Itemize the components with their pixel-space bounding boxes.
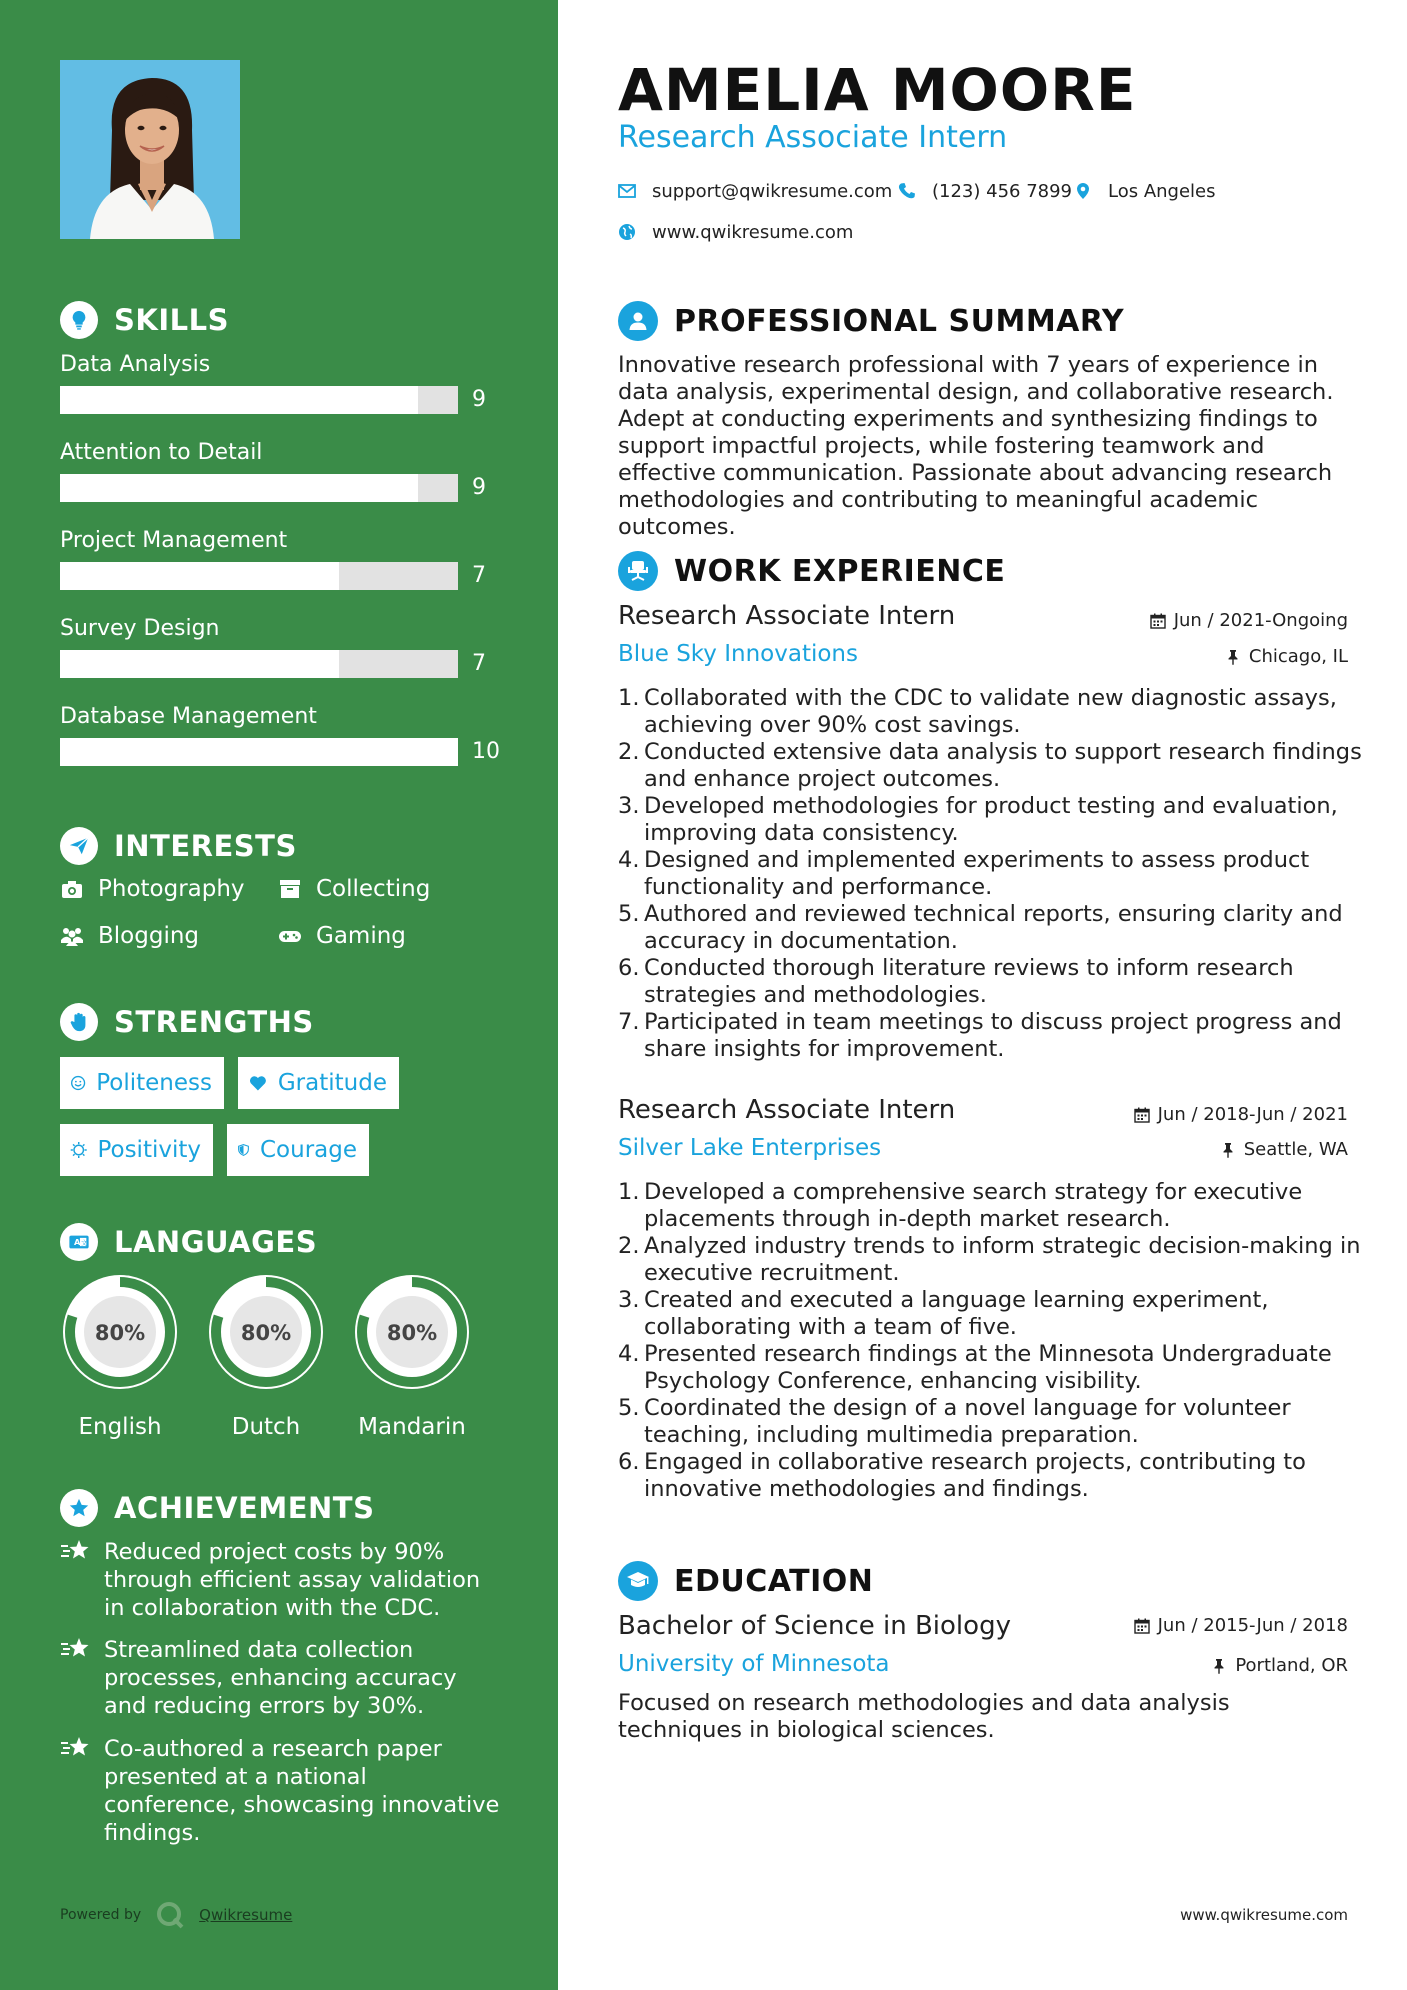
skills-heading-text: SKILLS [114, 303, 229, 337]
summary-text: Innovative research professional with 7 years of experience in data analysis, experimental design, and collaborative research. Adept at conducting experiments and synthesizing findings to support impactful projects, while fostering teamwork and effective communication. Passionate about advancing research methodologies and contributing to meaningful academic outcomes. [618, 352, 1334, 540]
powered-by-label: Powered by [60, 1907, 142, 1923]
strength-label: Gratitude [277, 1070, 387, 1096]
candidate-title: Research Associate Intern [618, 120, 1008, 155]
language-item [58, 1270, 182, 1440]
interests-heading-text: INTERESTS [114, 829, 297, 863]
duty-item: 5. Authored and reviewed technical reports, ensuring clarity and accuracy in documentation. [618, 901, 1343, 954]
job-dates [1134, 1104, 1348, 1125]
phone-icon [898, 182, 916, 200]
languages-heading-text: LANGUAGES [114, 1225, 318, 1259]
smile-icon [70, 1071, 86, 1095]
duty-item: 7. Participated in team meetings to discuss project progress and share insights for improvement. [618, 1009, 1342, 1062]
interest-label: Blogging [98, 923, 200, 949]
achievement-item [60, 1735, 500, 1847]
duty-text: Engaged in collaborative research projects, contributing to innovative methodologies and findings. [644, 1449, 1306, 1502]
duty-text: Collaborated with the CDC to validate new diagnostic assays, achieving over 90% cost savings. [644, 685, 1337, 738]
interest-item [278, 874, 430, 904]
skill-bar-fill [60, 386, 418, 414]
sidebar [0, 0, 558, 1990]
duty-item: 5. Coordinated the design of a novel language for volunteer teaching, including multimedia preparation. [618, 1395, 1291, 1448]
duty-item: 4. Presented research findings at the Minnesota Undergraduate Psychology Conference, enhancing visibility. [618, 1341, 1332, 1394]
education-heading [618, 1560, 873, 1602]
skill-bar-fill [60, 474, 418, 502]
language-progress-ring [58, 1270, 182, 1394]
skill-value: 7 [472, 563, 486, 588]
skill-item [60, 528, 500, 588]
education-heading-text: EDUCATION [674, 1563, 874, 1599]
skill-bar-fill [60, 562, 339, 590]
heart-icon [248, 1071, 268, 1095]
language-item [350, 1270, 474, 1440]
job-duties-list [618, 685, 1368, 1063]
interest-item [278, 921, 406, 951]
skill-item [60, 440, 500, 500]
skill-value: 10 [472, 739, 500, 764]
phone-text: (123) 456 7899 [932, 180, 1073, 202]
qwikresume-logo-icon [155, 1900, 185, 1930]
skill-bar [60, 562, 458, 590]
duty-text: Presented research findings at the Minnesota Undergraduate Psychology Conference, enhancing visibility. [644, 1341, 1332, 1394]
achievement-item [60, 1636, 500, 1720]
calendar-icon [1150, 613, 1166, 629]
contact-email[interactable] [618, 178, 892, 204]
experience-heading-text: WORK EXPERIENCE [674, 553, 1006, 589]
envelope-icon [618, 182, 636, 200]
duty-text: Designed and implemented experiments to assess product functionality and performance. [644, 847, 1310, 900]
shooting-star-icon [60, 1735, 92, 1763]
powered-by [60, 1900, 292, 1930]
interest-label: Gaming [316, 923, 406, 949]
duty-text: Participated in team meetings to discuss project progress and share insights for improvement. [644, 1009, 1342, 1062]
interest-item [60, 874, 245, 904]
language-name: Mandarin [358, 1414, 466, 1440]
calendar-icon [1134, 1618, 1150, 1634]
achievements-heading-text: ACHIEVEMENTS [114, 1491, 375, 1525]
experience-heading [618, 550, 1005, 592]
skill-bar [60, 650, 458, 678]
achievements-heading [60, 1488, 374, 1528]
languages-heading [60, 1222, 317, 1262]
job-role: Research Associate Intern [618, 1095, 956, 1125]
star-icon [60, 1489, 98, 1527]
job-dates-text: Jun / 2021-Ongoing [1173, 610, 1348, 631]
lightbulb-icon [60, 301, 98, 339]
pushpin-icon [1211, 1658, 1227, 1674]
education-degree: Bachelor of Science in Biology [618, 1611, 1011, 1641]
education-location-text: Portland, OR [1235, 1655, 1348, 1676]
education-dates-text: Jun / 2015-Jun / 2018 [1157, 1615, 1348, 1636]
user-icon [618, 301, 658, 341]
education-description: Focused on research methodologies and data analysis techniques in biological sciences. [618, 1690, 1230, 1743]
job-dates [1150, 610, 1348, 631]
achievement-item [60, 1538, 500, 1622]
graduation-cap-icon [618, 1561, 658, 1601]
skill-bar [60, 738, 458, 766]
paper-plane-icon [60, 827, 98, 865]
education-school: University of Minnesota [618, 1651, 890, 1677]
duty-text: Authored and reviewed technical reports, ensuring clarity and accuracy in documentation. [644, 901, 1343, 954]
job-role: Research Associate Intern [618, 601, 956, 631]
job-location-text: Seattle, WA [1243, 1139, 1348, 1160]
strength-label: Positivity [97, 1137, 201, 1163]
strength-badge [238, 1057, 399, 1109]
language-icon [60, 1223, 98, 1261]
job-dates-text: Jun / 2018-Jun / 2021 [1157, 1104, 1348, 1125]
globe-icon [618, 223, 636, 241]
language-item [204, 1270, 328, 1440]
achievement-text: Reduced project costs by 90% through efficient assay validation in collaboration with the CDC. [104, 1539, 481, 1621]
pushpin-icon [1225, 649, 1241, 665]
office-chair-icon [618, 551, 658, 591]
job-company: Silver Lake Enterprises [618, 1135, 882, 1161]
camera-icon [60, 877, 84, 901]
education-dates [1134, 1615, 1348, 1636]
duty-text: Created and executed a language learning experiment, collaborating with a team of five. [644, 1287, 1269, 1340]
candidate-name: AMELIA MOORE [618, 56, 1137, 124]
shooting-star-icon [60, 1538, 92, 1566]
interest-item [60, 921, 199, 951]
skill-item [60, 616, 500, 676]
shooting-star-icon [60, 1636, 92, 1664]
duty-item: 1. Developed a comprehensive search strategy for executive placements through in-depth market research. [618, 1179, 1303, 1232]
duty-text: Analyzed industry trends to inform strategic decision-making in executive recruitment. [644, 1233, 1361, 1286]
language-percent: 80% [386, 1321, 438, 1345]
skills-heading [60, 300, 229, 340]
website-text: www.qwikresume.com [652, 221, 854, 243]
duty-item: 3. Developed methodologies for product testing and evaluation, improving data consistency. [618, 793, 1338, 846]
language-progress-ring [350, 1270, 474, 1394]
contact-phone[interactable] [898, 178, 1072, 204]
main-content [558, 0, 1407, 1990]
education-location [1211, 1655, 1348, 1676]
users-icon [60, 924, 84, 948]
duty-item: 3. Created and executed a language learning experiment, collaborating with a team of five. [618, 1287, 1269, 1340]
skill-label: Data Analysis [60, 352, 211, 377]
job-location [1225, 646, 1348, 667]
language-name: Dutch [231, 1414, 301, 1440]
qwikresume-link[interactable]: Qwikresume [199, 1906, 293, 1924]
summary-heading-text: PROFESSIONAL SUMMARY [674, 303, 1125, 339]
achievement-text: Co-authored a research paper presented at a national conference, showcasing innovative findings. [104, 1736, 500, 1846]
strengths-heading-text: STRENGTHS [114, 1005, 314, 1039]
gamepad-icon [278, 924, 302, 948]
email-text: support@qwikresume.com [652, 180, 893, 202]
language-progress-ring [204, 1270, 328, 1394]
location-text: Los Angeles [1108, 180, 1216, 202]
skill-value: 9 [472, 387, 486, 412]
strength-label: Courage [259, 1137, 357, 1163]
duty-item: 6. Engaged in collaborative research projects, contributing to innovative methodologies and findings. [618, 1449, 1306, 1502]
skill-label: Attention to Detail [60, 440, 263, 465]
contact-location [1074, 178, 1216, 204]
portrait-illustration [60, 60, 240, 239]
job-company: Blue Sky Innovations [618, 641, 858, 667]
strength-label: Politeness [96, 1070, 212, 1096]
duty-text: Developed methodologies for product testing and evaluation, improving data consistency. [644, 793, 1338, 846]
svg-text:A: A [73, 1237, 81, 1248]
footer-url[interactable]: www.qwikresume.com [1180, 1906, 1348, 1924]
strengths-heading [60, 1002, 314, 1042]
language-name: English [78, 1414, 162, 1440]
contact-website[interactable] [618, 219, 853, 245]
duty-text: Conducted extensive data analysis to support research findings and enhance project outcomes. [644, 739, 1362, 792]
skill-item [60, 704, 500, 764]
skill-bar-fill [60, 738, 458, 766]
svg-text:文: 文 [81, 1238, 88, 1247]
duty-text: Coordinated the design of a novel language for volunteer teaching, including multimedia preparation. [644, 1395, 1291, 1448]
skill-label: Survey Design [60, 616, 220, 641]
skill-value: 9 [472, 475, 486, 500]
job-duties-list [618, 1179, 1368, 1503]
interest-label: Collecting [316, 876, 431, 902]
duty-item: 6. Conducted thorough literature reviews to inform research strategies and methodologies. [618, 955, 1294, 1008]
strength-badge [60, 1057, 224, 1109]
job-location-text: Chicago, IL [1248, 646, 1348, 667]
calendar-icon [1134, 1107, 1150, 1123]
duty-text: Developed a comprehensive search strategy for executive placements through in-depth market research. [644, 1179, 1303, 1232]
language-percent: 80% [240, 1321, 292, 1345]
strength-badge [60, 1124, 213, 1176]
duty-item: 1. Collaborated with the CDC to validate new diagnostic assays, achieving over 90% cost savings. [618, 685, 1337, 738]
job-location [1220, 1139, 1348, 1160]
duty-item: 4. Designed and implemented experiments to assess product functionality and performance. [618, 847, 1310, 900]
skill-bar [60, 474, 458, 502]
skill-label: Project Management [60, 528, 288, 553]
archive-icon [278, 877, 302, 901]
skill-label: Database Management [60, 704, 317, 729]
pushpin-icon [1220, 1142, 1236, 1158]
summary-heading [618, 300, 1124, 342]
profile-photo [60, 60, 240, 239]
duty-text: Conducted thorough literature reviews to inform research strategies and methodologies. [644, 955, 1294, 1008]
language-percent: 80% [94, 1321, 146, 1345]
interests-heading [60, 826, 297, 866]
strength-badge [227, 1124, 369, 1176]
skill-bar [60, 386, 458, 414]
skill-bar-fill [60, 650, 339, 678]
shield-icon [237, 1138, 250, 1162]
interest-label: Photography [98, 876, 245, 902]
skill-item [60, 352, 500, 412]
map-pin-icon [1074, 182, 1092, 200]
duty-item: 2. Analyzed industry trends to inform strategic decision-making in executive recruitment. [618, 1233, 1361, 1286]
skill-value: 7 [472, 651, 486, 676]
sun-icon [70, 1138, 87, 1162]
hand-icon [60, 1003, 98, 1041]
duty-item: 2. Conducted extensive data analysis to support research findings and enhance project outcomes. [618, 739, 1362, 792]
achievement-text: Streamlined data collection processes, enhancing accuracy and reducing errors by 30%. [104, 1637, 457, 1719]
